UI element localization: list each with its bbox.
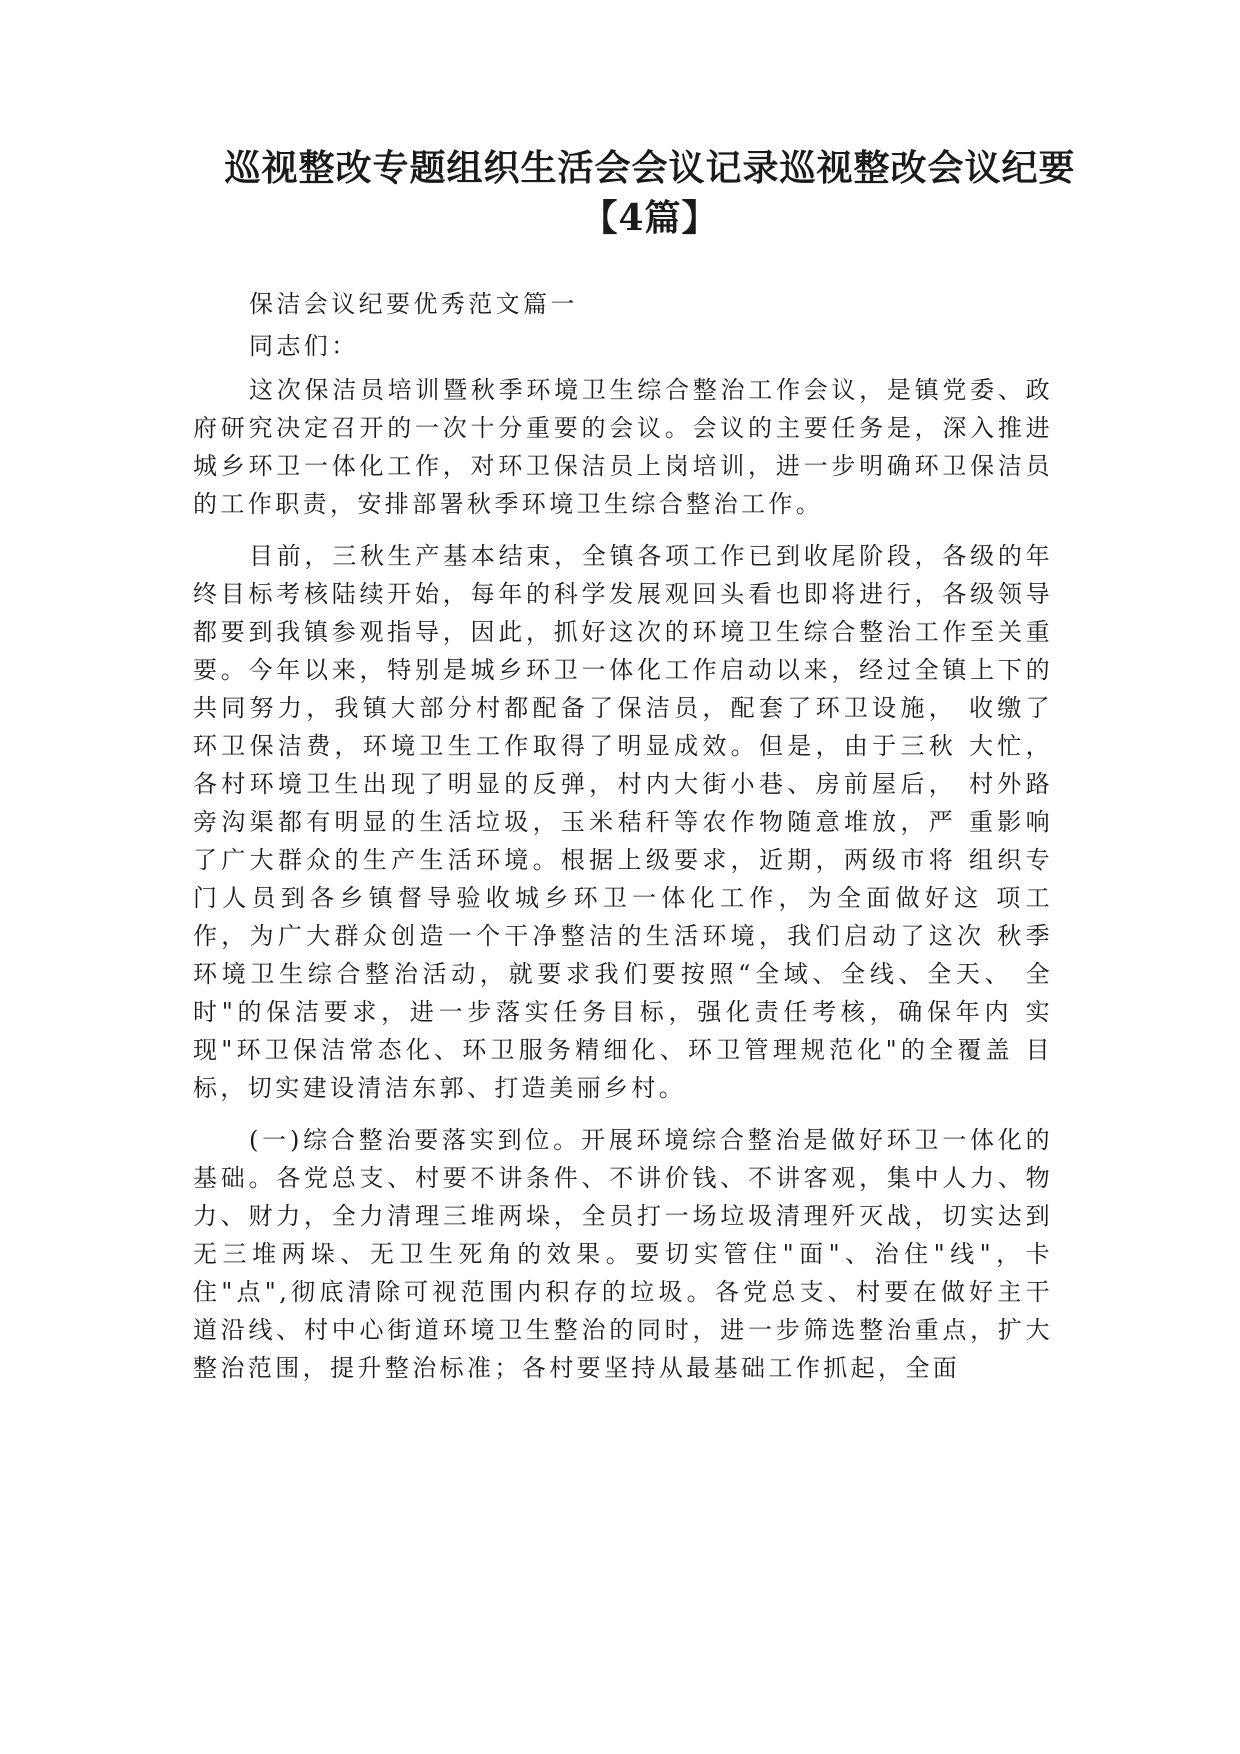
section-heading: 保洁会议纪要优秀范文篇一 (249, 290, 578, 318)
document-title (190, 143, 1110, 243)
document-body (193, 285, 1053, 1387)
title-line-2: 【4篇】 (581, 197, 719, 239)
paragraph: 目前，三秋生产基本结束，全镇各项工作已到收尾阶段，各级的年终目标考核陆续开始，每年的科学发展观回头看也即将进行，各级领导都要到我镇参观指导，因此，抓好这次的环境卫生综合整治工作至关重要。今年以来，特别是城乡环卫一体化工作启动以来，经过全镇上下的共同努力，我镇大部分村都配备了保洁员，配套了环卫设施， 收缴了环卫保洁费，环境卫生工作取得了明显成效。但是，由于三秋 大忙，各村环境卫生出现了明显的反弹，村内大街小巷、房前屋后， 村外路旁沟渠都有明显的生活垃圾，玉米秸秆等农作物随意堆放，严 重影响了广大群众的生产生活环境。根据上级要求，近期，两级市将 组织专门人员到各乡镇督导验收城乡环卫一体化工作，为全面做好这 项工作，为广大群众创造一个干净整洁的生活环境，我们启动了这次 秋季环境卫生综合整治活动，就要求我们要按照“全域、全线、全天、 全时"的保洁要求，进一步落实任务目标，强化责任考核，确保年内 实现"环卫保洁常态化、环卫服务精细化、环卫管理规范化"的全覆盖 目标，切实建设清洁东郭、打造美丽乡村。 (193, 542, 1053, 1102)
title-line-1: 巡视整改专题组织生活会会议记录巡视整改会议纪要 (224, 147, 1076, 189)
paragraph: (一)综合整治要落实到位。开展环境综合整治是做好环卫一体化的基础。各党总支、村要不讲条件、不讲价钱、不讲客观，集中人力、物力、财力，全力清理三堆两垛，全员打一场垃圾清理歼灭战，切实达到无三堆两垛、无卫生死角的效果。要切实管住"面"、治住"线"，卡住"点",彻底清除可视范围内积存的垃圾。各党总支、村要在做好主干道沿线、村中心街道环境卫生整治的同时，进一步筛选整治重点，扩大整治范围，提升整治标准；各村要坚持从最基础工作抓起，全面 (193, 1126, 1053, 1382)
salutation: 同志们： (249, 332, 359, 360)
paragraph: 这次保洁员培训暨秋季环境卫生综合整治工作会议，是镇党委、政府研究决定召开的一次十分重要的会议。会议的主要任务是，深入推进城乡环卫一体化工作，对环卫保洁员上岗培训，进一步明确环卫保洁员的工作职责，安排部署秋季环境卫生综合整治工作。 (193, 376, 1053, 518)
